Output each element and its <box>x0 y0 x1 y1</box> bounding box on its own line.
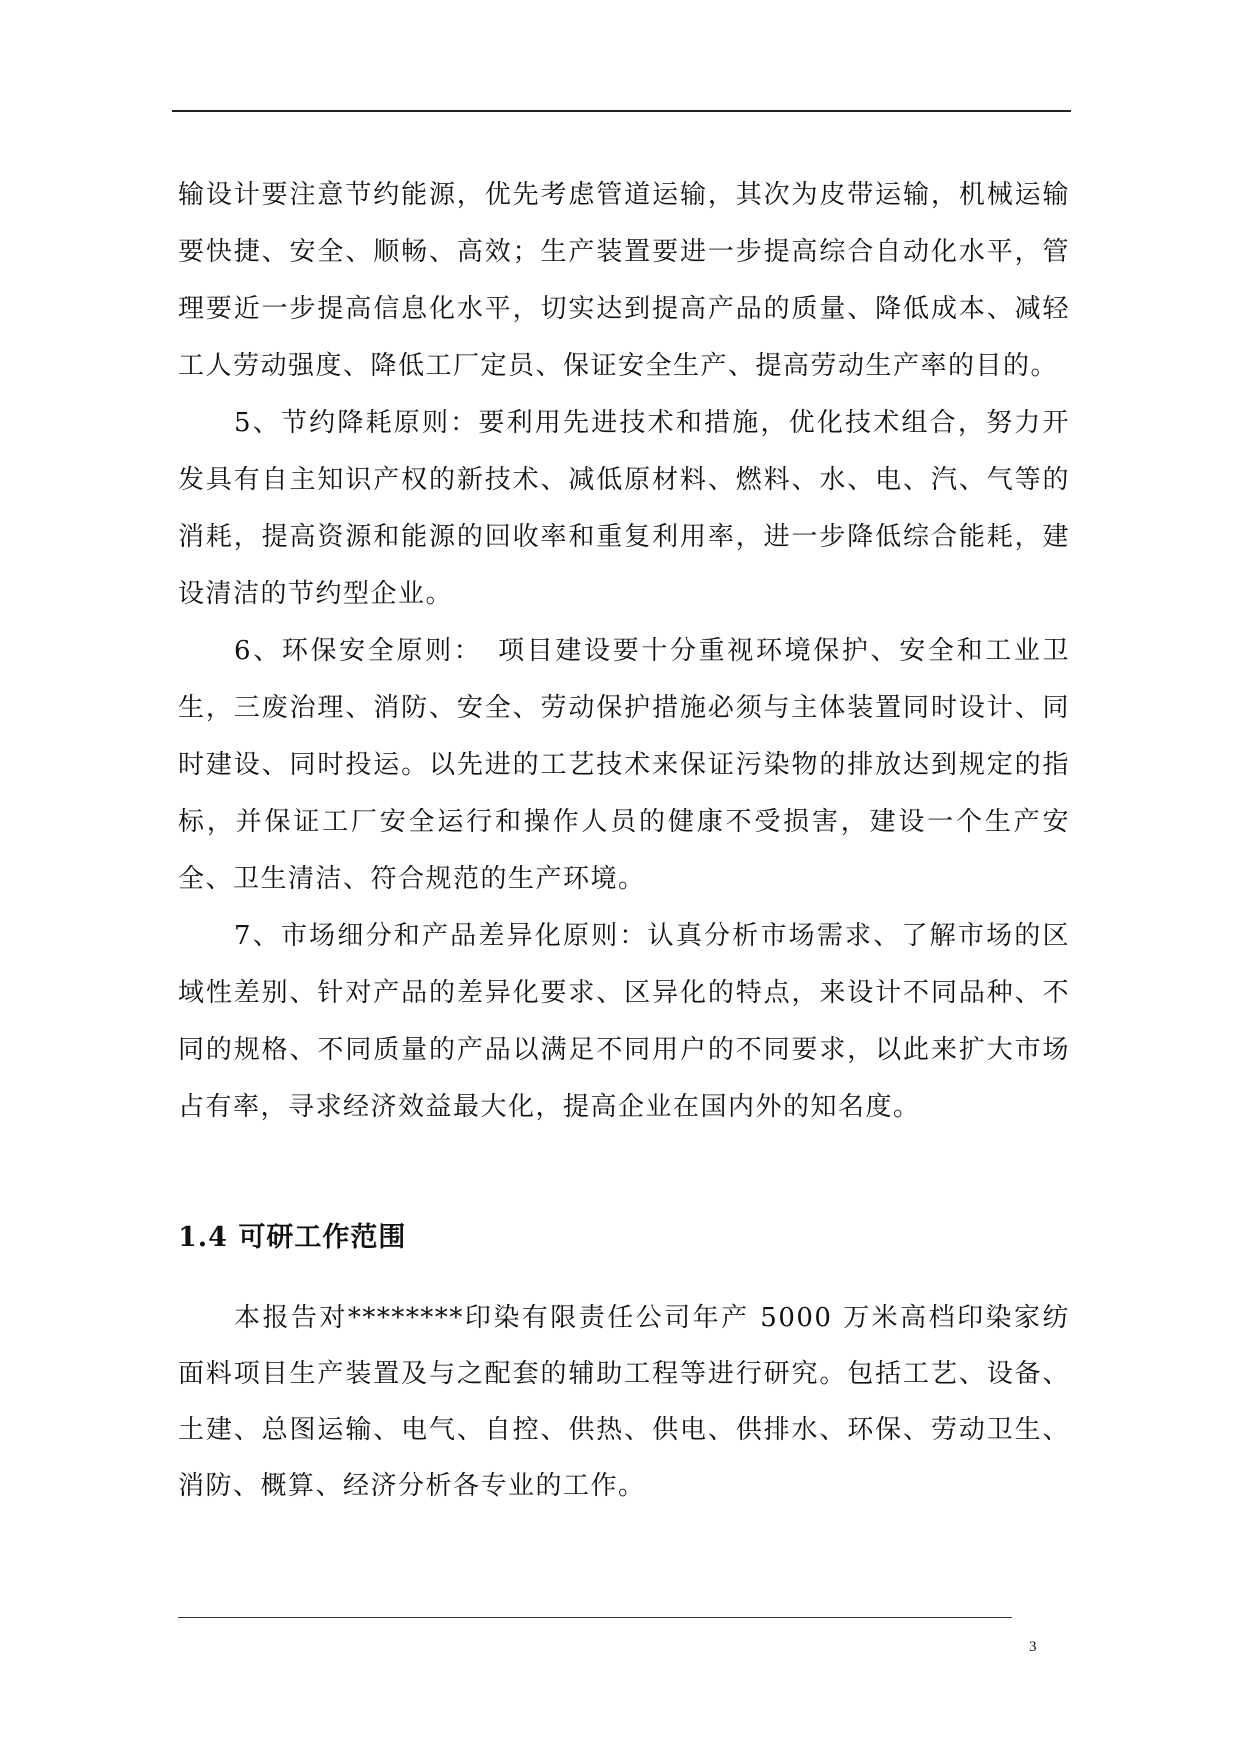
page-number: 3 <box>1029 1639 1037 1655</box>
footer-rule <box>178 1617 1012 1618</box>
paragraph-principle-7: 7、市场细分和产品差异化原则：认真分析市场需求、了解市场的区域性差别、针对产品的差异化要求、区异化的特点，来设计不同品种、不同的规格、不同质量的产品以满足不同用户的不同要求，以此来扩大市场占有率，寻求经济效益最大化，提高企业在国内外的知名度。 <box>178 921 1070 1122</box>
paragraph-principle-5: 5、节约降耗原则：要利用先进技术和措施，优化技术组合，努力开发具有自主知识产权的新技术、减低原材料、燃料、水、电、汽、气等的消耗，提高资源和能源的回收率和重复利用率，进一步降低综合能耗，建设清洁的节约型企业。 <box>178 408 1070 609</box>
body-text <box>178 167 1070 1136</box>
header-rule <box>172 110 1071 112</box>
section-heading: 1.4 可研工作范围 <box>178 1222 407 1253</box>
scope-section <box>178 1290 1070 1514</box>
paragraph-continuation: 输设计要注意节约能源，优先考虑管道运输，其次为皮带运输，机械运输要快捷、安全、顺畅、高效；生产装置要进一步提高综合自动化水平，管理要近一步提高信息化水平，切实达到提高产品的质量、降低成本、减轻工人劳动强度、降低工厂定员、保证安全生产、提高劳动生产率的目的。 <box>178 180 1070 381</box>
scope-paragraph: 本报告对********印染有限责任公司年产 5000 万米高档印染家纺面料项目生产装置及与之配套的辅助工程等进行研究。包括工艺、设备、土建、总图运输、电气、自控、供热、供电、供排水、环保、劳动卫生、消防、概算、经济分析各专业的工作。 <box>178 1303 1070 1501</box>
paragraph-principle-6: 6、环保安全原则： 项目建设要十分重视环境保护、安全和工业卫生，三废治理、消防、安全、劳动保护措施必须与主体装置同时设计、同时建设、同时投运。以先进的工艺技术来保证污染物的排放达到规定的指标，并保证工厂安全运行和操作人员的健康不受损害，建设一个生产安全、卫生清洁、符合规范的生产环境。 <box>178 636 1070 894</box>
